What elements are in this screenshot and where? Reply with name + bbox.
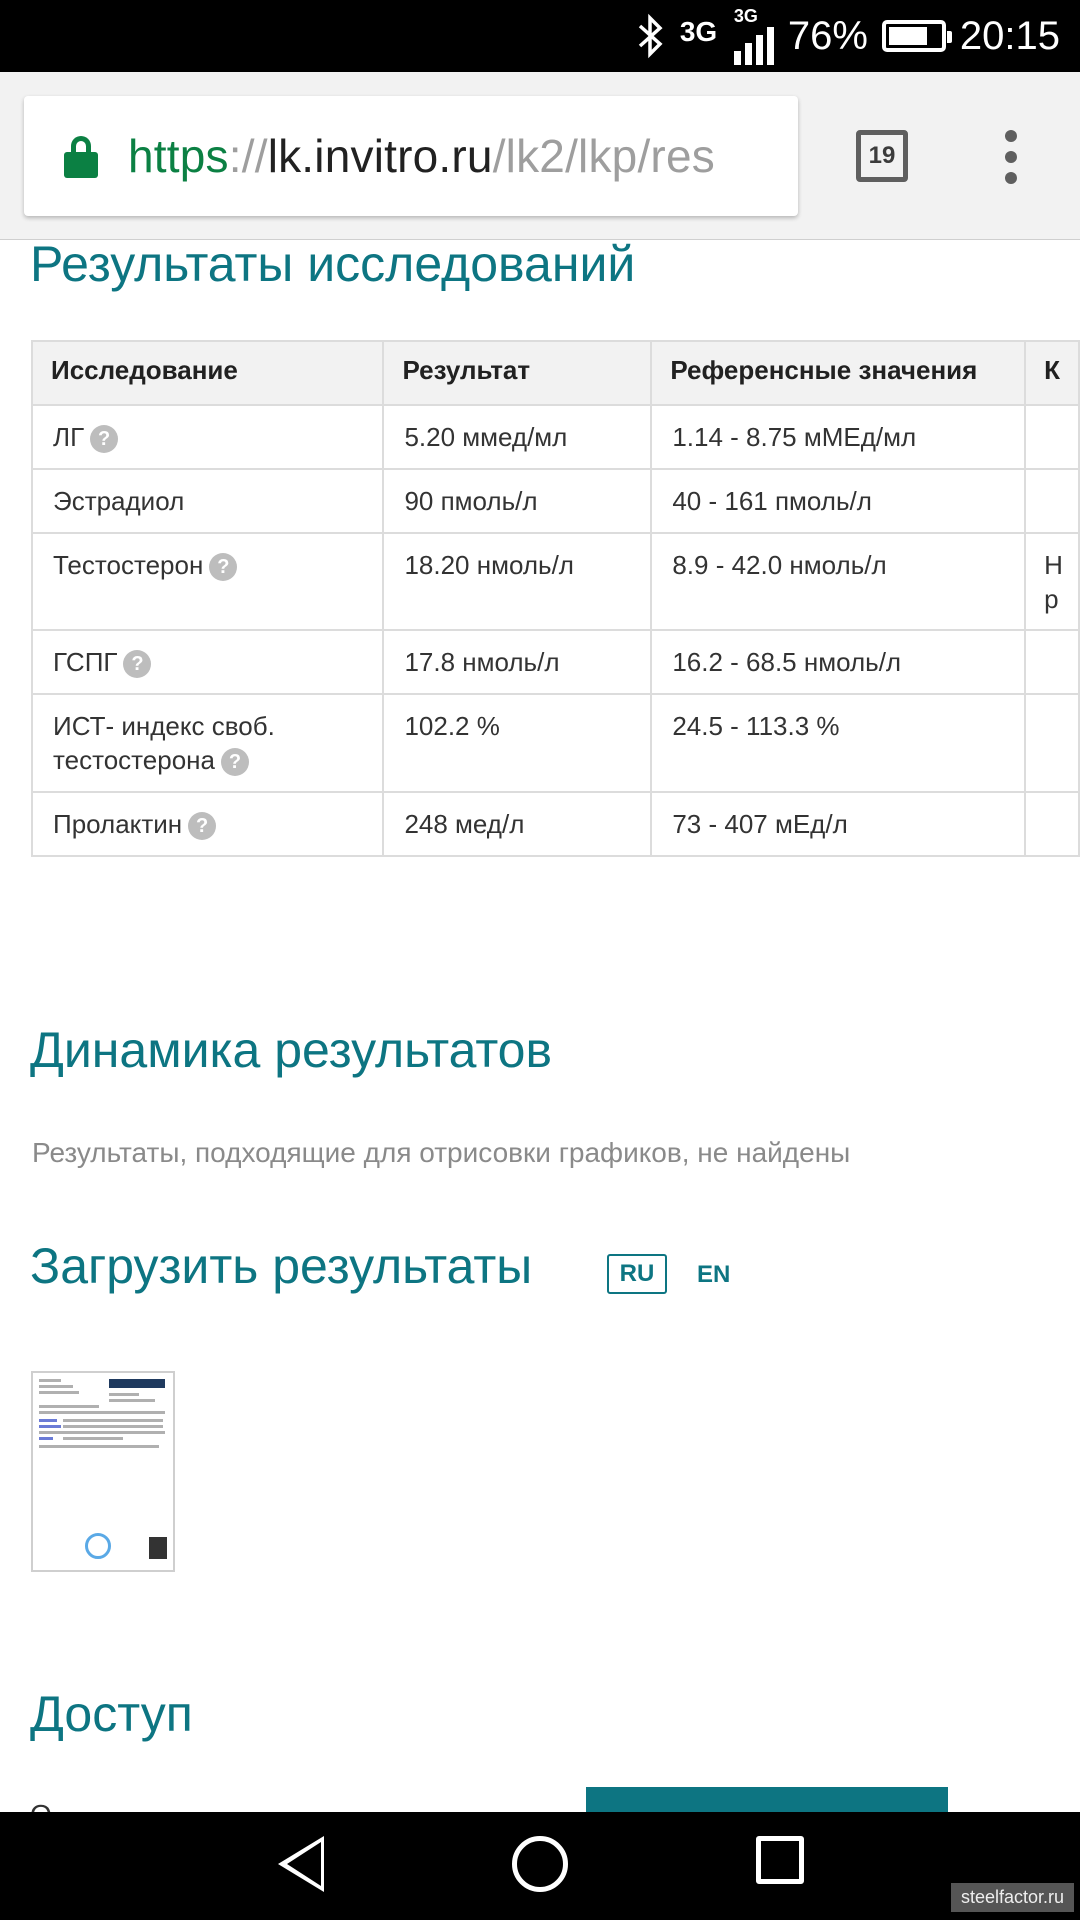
test-name-cell: ГСПГ ? (32, 630, 383, 694)
table-row (32, 694, 1079, 792)
seal-icon (85, 1533, 111, 1559)
column-header-test: Исследование (32, 341, 383, 405)
reference-cell: 16.2 - 68.5 нмоль/л (651, 630, 1025, 694)
dynamics-empty-note: Результаты, подходящие для отрисовки графиков, не найдены (32, 1137, 851, 1168)
access-title: Доступ (30, 1686, 193, 1742)
network-3g-icon: 3G (679, 16, 718, 47)
table-row (32, 469, 1079, 533)
results-title: Результаты исследований (30, 236, 636, 292)
back-icon[interactable] (278, 1836, 324, 1892)
status-bar (0, 0, 1080, 72)
system-nav-bar (0, 1812, 1080, 1920)
url-bar[interactable] (24, 96, 798, 216)
reference-cell: 40 - 161 пмоль/л (651, 469, 1025, 533)
table-header-row (32, 341, 1079, 405)
help-icon[interactable]: ? (188, 812, 216, 840)
lock-icon (64, 136, 98, 176)
more-menu-icon[interactable] (1000, 130, 1022, 184)
table-row (32, 405, 1079, 469)
result-cell: 90 пмоль/л (383, 469, 651, 533)
bluetooth-icon (636, 14, 666, 58)
lang-ru-button[interactable]: RU (607, 1254, 667, 1294)
result-cell: 17.8 нмоль/л (383, 630, 651, 694)
home-icon[interactable] (512, 1836, 568, 1892)
download-title: Загрузить результаты (30, 1238, 533, 1294)
test-name-cell: Пролактин ? (32, 792, 383, 856)
result-cell: 102.2 % (383, 694, 651, 792)
recent-apps-icon[interactable] (756, 1836, 804, 1884)
test-name-cell: Эстрадиол (32, 469, 383, 533)
battery-percent: 76% (787, 13, 868, 58)
tab-switcher-button[interactable] (856, 130, 908, 182)
comment-cell (1025, 405, 1079, 469)
results-table (31, 340, 1080, 857)
dynamics-title: Динамика результатов (30, 1022, 553, 1078)
reference-cell: 73 - 407 мЕд/л (651, 792, 1025, 856)
result-cell: 18.20 нмоль/л (383, 533, 651, 630)
column-header-comment: К (1025, 341, 1079, 405)
column-header-reference: Референсные значения (651, 341, 1025, 405)
help-icon[interactable]: ? (90, 425, 118, 453)
tab-count: 19 (868, 142, 896, 169)
comment-cell (1025, 694, 1079, 792)
comment-cell (1025, 792, 1079, 856)
result-cell: 5.20 ммед/мл (383, 405, 651, 469)
reference-cell: 8.9 - 42.0 нмоль/л (651, 533, 1025, 630)
watermark: steelfactor.ru (951, 1883, 1074, 1912)
url-text: https://lk.invitro.ru/lk2/lkp/res (128, 130, 715, 182)
comment-cell: Н р (1025, 533, 1079, 630)
page-content (0, 236, 1080, 1812)
result-cell: 248 мед/л (383, 792, 651, 856)
help-icon[interactable]: ? (123, 650, 151, 678)
battery-icon (882, 20, 946, 52)
result-document-thumbnail[interactable] (31, 1371, 175, 1572)
table-row (32, 630, 1079, 694)
test-name-cell: ИСТ- индекс своб. тестостерона ? (32, 694, 383, 792)
comment-cell (1025, 469, 1079, 533)
help-icon[interactable]: ? (209, 553, 237, 581)
clock: 20:15 (959, 13, 1060, 58)
table-row (32, 792, 1079, 856)
signal-icon: 3G (734, 7, 774, 65)
comment-cell (1025, 630, 1079, 694)
table-row (32, 533, 1079, 630)
column-header-result: Результат (383, 341, 651, 405)
browser-toolbar (0, 72, 1080, 240)
test-name-cell: Тестостерон ? (32, 533, 383, 630)
reference-cell: 1.14 - 8.75 мМЕд/мл (651, 405, 1025, 469)
help-icon[interactable]: ? (221, 748, 249, 776)
test-name-cell: ЛГ ? (32, 405, 383, 469)
lang-en-button[interactable]: EN (697, 1261, 731, 1288)
reference-cell: 24.5 - 113.3 % (651, 694, 1025, 792)
qr-code-icon (149, 1537, 167, 1559)
